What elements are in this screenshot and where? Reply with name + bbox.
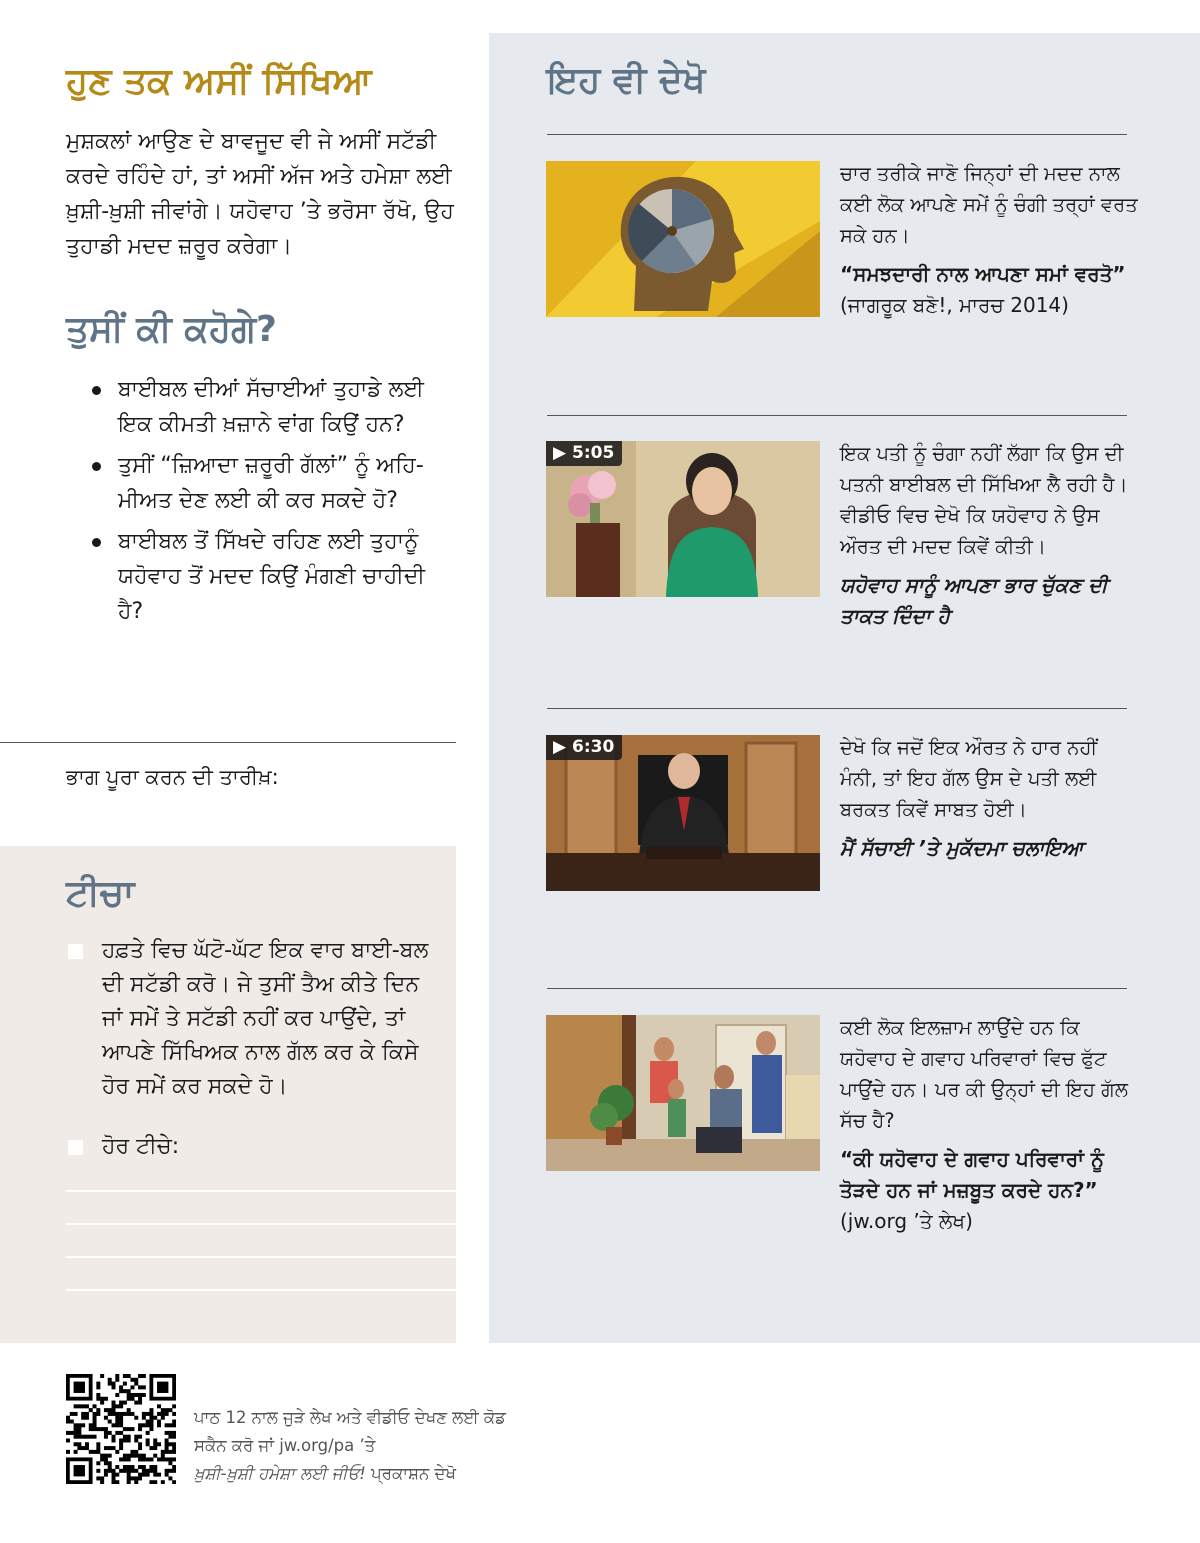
review-question: ਬਾਈਬਲ ਤੋਂ ਸਿੱਖਦੇ ਰਹਿਣ ਲਈ ਤੁਹਾਨੂੰ ਯਹੋਵਾਹ ਤੋਂ ਮਦਦ ਕਿਉਂ ਮੰਗਣੀ ਚਾਹੀਦੀ ਹੈ? [88,524,448,629]
article-citation: (ਜਾਗਰੂਕ ਬਣੋ!, ਮਾਰਚ 2014) [840,293,1069,317]
goal-heading: ਟੀਚਾ [66,873,135,914]
footer-line: ਪ੍ਰਕਾਸ਼ਨ ਦੇਖੋ [365,1464,456,1483]
video-thumbnail-1[interactable] [546,441,820,597]
see-also-heading: ਇਹ ਵੀ ਦੇਖੋ [547,60,706,101]
write-in-line[interactable] [66,1190,456,1192]
article-link[interactable]: “ਸਮਝਦਾਰੀ ਨਾਲ ਆਪਣਾ ਸਮਾਂ ਵਰਤੋ” (ਜਾਗਰੂਕ ਬਣੋ!, ਮਾਰਚ 2014) [840,262,1126,317]
item-description: ਦੇਖੋ ਕਿ ਜਦੋਂ ਇਕ ਔਰਤ ਨੇ ਹਾਰ ਨਹੀਂ ਮੰਨੀ, ਤਾਂ ਇਹ ਗੱਲ ਉਸ ਦੇ ਪਤੀ ਲਈ ਬਰਕਤ ਕਿਵੇਂ ਸਾਬਤ ਹੋਈ। [840,736,1098,821]
write-in-line[interactable] [66,1223,456,1225]
section-divider [0,742,456,743]
item-divider [547,134,1127,135]
see-also-item-1-text [840,158,1140,321]
checkbox[interactable] [68,1140,83,1155]
see-also-item-4-text [840,1012,1140,1237]
video-duration: ▶ 5:05 [546,441,622,466]
write-in-line[interactable] [66,1289,456,1291]
review-question: ਤੁਸੀਂ “ਜ਼ਿਆਦਾ ਜ਼ਰੂਰੀ ਗੱਲਾਂ” ਨੂੰ ਅਹਿ-ਮੀਅਤ ਦੇਣ ਲਈ ਕੀ ਕਰ ਸਕਦੇ ਹੋ? [88,448,448,518]
goal-checkbox-item[interactable] [66,934,436,1104]
review-question: ਬਾਈਬਲ ਦੀਆਂ ਸੱਚਾਈਆਂ ਤੁਹਾਡੇ ਲਈ ਇਕ ਕੀਮਤੀ ਖ਼ਜ਼ਾਨੇ ਵਾਂਗ ਕਿਉਂ ਹਨ? [88,372,448,442]
qr-code[interactable] [66,1374,176,1484]
item-divider [547,415,1127,416]
time-management-article-image[interactable] [546,161,820,317]
write-in-line[interactable] [66,1256,456,1258]
see-also-item-2-text [840,438,1140,632]
footer-note [194,1404,514,1488]
item-description: ਇਕ ਪਤੀ ਨੂੰ ਚੰਗਾ ਨਹੀਂ ਲੱਗਾ ਕਿ ਉਸ ਦੀ ਪਤਨੀ ਬਾਈਬਲ ਦੀ ਸਿੱਖਿਆ ਲੈ ਰਹੀ ਹੈ। ਵੀਡੀਓ ਵਿਚ ਦੇਖੋ ਕਿ ਯਹੋਵਾਹ ਨੇ ਉਸ ਔਰਤ ਦੀ ਮਦਦ ਕਿਵੇਂ ਕੀਤੀ। [840,442,1128,558]
other-goals-checkbox-item[interactable] [66,1130,436,1164]
checkbox[interactable] [68,944,83,959]
footer-line: ਪਾਠ 12 ਨਾਲ ਜੁੜੇ ਲੇਖ ਅਤੇ ਵੀਡੀਓ ਦੇਖਣ ਲਈ ਕੋਡ ਸਕੈਨ ਕਰੋ ਜਾਂ jw.org/pa ’ਤੇ [194,1408,506,1455]
summary-heading: ਹੁਣ ਤਕ ਅਸੀਂ ਸਿੱਖਿਆ [66,61,372,102]
video-thumbnail-2[interactable] [546,735,820,891]
goal-text: ਹਫ਼ਤੇ ਵਿਚ ਘੱਟੋ-ਘੱਟ ਇਕ ਵਾਰ ਬਾਈ-ਬਲ ਦੀ ਸਟੱਡੀ ਕਰੋ। ਜੇ ਤੁਸੀਂ ਤੈਅ ਕੀਤੇ ਦਿਨ ਜਾਂ ਸਮੇਂ ਤੇ ਸਟੱਡੀ ਨਹੀਂ ਕਰ ਪਾਉਂਦੇ, ਤਾਂ ਆਪਣੇ ਸਿੱਖਿਅਕ ਨਾਲ ਗੱਲ ਕਰ ਕੇ ਕਿਸੇ ਹੋਰ ਸਮੇਂ ਕਰ ਸਕਦੇ ਹੋ। [102,938,429,1099]
item-divider [547,708,1127,709]
family-article-image[interactable] [546,1015,820,1171]
item-divider [547,988,1127,989]
video-duration: ▶ 6:30 [546,735,622,760]
goal-text: ਹੋਰ ਟੀਚੇ: [102,1134,180,1159]
review-question-list [88,372,448,635]
item-description: ਕਈ ਲੋਕ ਇਲਜ਼ਾਮ ਲਾਉਂਦੇ ਹਨ ਕਿ ਯਹੋਵਾਹ ਦੇ ਗਵਾਹ ਪਰਿਵਾਰਾਂ ਵਿਚ ਫੁੱਟ ਪਾਉਂਦੇ ਹਨ। ਪਰ ਕੀ ਉਨ੍ਹਾਂ ਦੀ ਇਹ ਗੱਲ ਸੱਚ ਹੈ? [840,1016,1128,1132]
completion-date-label: ਭਾਗ ਪੂਰਾ ਕਰਨ ਦੀ ਤਾਰੀਖ਼: [66,765,279,789]
article-citation: (jw.org ’ਤੇ ਲੇਖ) [840,1209,973,1233]
summary-text: ਮੁਸ਼ਕਲਾਂ ਆਉਣ ਦੇ ਬਾਵਜੂਦ ਵੀ ਜੇ ਅਸੀਂ ਸਟੱਡੀ ਕਰਦੇ ਰਹਿੰਦੇ ਹਾਂ, ਤਾਂ ਅਸੀਂ ਅੱਜ ਅਤੇ ਹਮੇਸ਼ਾ ਲਈ ਖ਼ੁਸ਼ੀ-ਖ਼ੁਸ਼ੀ ਜੀਵਾਂਗੇ। ਯਹੋਵਾਹ ’ਤੇ ਭਰੋਸਾ ਰੱਖੋ, ਉਹ ਤੁਹਾਡੀ ਮਦਦ ਜ਼ਰੂਰ ਕਰੇਗਾ। [66,129,454,259]
see-also-item-3-text [840,732,1140,864]
review-heading: ਤੁਸੀਂ ਕੀ ਕਹੋਗੇ? [66,309,277,350]
item-description: ਚਾਰ ਤਰੀਕੇ ਜਾਣੋ ਜਿਨ੍ਹਾਂ ਦੀ ਮਦਦ ਨਾਲ ਕਈ ਲੋਕ ਆਪਣੇ ਸਮੇਂ ਨੂੰ ਚੰਗੀ ਤਰ੍ਹਾਂ ਵਰਤ ਸਕੇ ਹਨ। [840,162,1138,247]
publication-title: ਖ਼ੁਸ਼ੀ-ਖ਼ੁਸ਼ੀ ਹਮੇਸ਼ਾ ਲਈ ਜੀਓ! [194,1464,366,1483]
video-link[interactable]: ਮੈਂ ਸੱਚਾਈ ’ਤੇ ਮੁਕੱਦਮਾ ਚਲਾਇਆ [840,836,1084,860]
article-link[interactable]: “ਕੀ ਯਹੋਵਾਹ ਦੇ ਗਵਾਹ ਪਰਿਵਾਰਾਂ ਨੂੰ ਤੋੜਦੇ ਹਨ ਜਾਂ ਮਜ਼ਬੂਤ ਕਰਦੇ ਹਨ?” (jw.org ’ਤੇ ਲੇਖ) [840,1147,1104,1233]
video-link[interactable]: ਯਹੋਵਾਹ ਸਾਨੂੰ ਆਪਣਾ ਭਾਰ ਚੁੱਕਣ ਦੀ ਤਾਕਤ ਦਿੰਦਾ ਹੈ [840,573,1108,628]
